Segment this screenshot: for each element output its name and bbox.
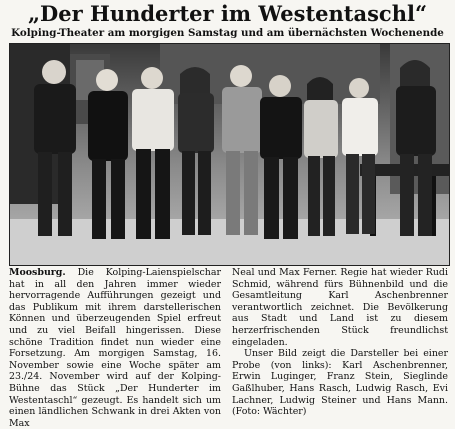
article-photo — [9, 43, 450, 266]
article-headline: „Der Hunderter im Westentaschl“ — [27, 1, 428, 26]
photo-caption-paragraph: Unser Bild zeigt die Darsteller bei einer Probe (von links): Karl Aschenbrenner, Erwin Luginger, Franz Stein, Sieglinde Gaßlhuber, Hans Rasch, Ludwig Rasch, Evi Lachner, Ludwig Steiner und Hans Mann. (Foto: Wächter) — [232, 348, 448, 418]
article-paragraph — [9, 267, 221, 429]
article-paragraph: Neal und Max Ferner. Regie hat wieder Rudi Schmid, während fürs Bühnenbild und die Gesamtleitung Karl Aschenbrenner verantwortlich zeichnet. Die Bevölkerung aus Stadt und Land ist zu diesem herzerfrischenden Stück freundlichst eingeladen. — [232, 267, 448, 348]
group-photo-illustration — [10, 44, 449, 265]
article-body-left-column — [9, 267, 221, 429]
dateline: Moosburg. — [9, 267, 66, 278]
article-body-right-column — [232, 267, 448, 418]
paragraph-text: Die Kolping-Laienspielschar hat in all den Jahren immer wieder hervorragende Aufführungen gezeigt und das Publikum mit ihrem darstellerischen Können und überzeugenden Spiel erfreut und zu viel Beifall hingerissen. Diese schöne Tradition findet nun wieder eine Forsetzung. Am morgigen Samstag, 16. November sowie eine Woche später am 23./24. November wird auf der Kolping-Bühne das Stück „Der Hunderter im Westentaschl“ gezeugt. Es handelt sich um einen ländlichen Schwank in drei Akten von Max — [9, 267, 222, 429]
article-subheadline: Kolping-Theater am morgigen Samstag und am übernächsten Wochenende — [11, 27, 444, 39]
